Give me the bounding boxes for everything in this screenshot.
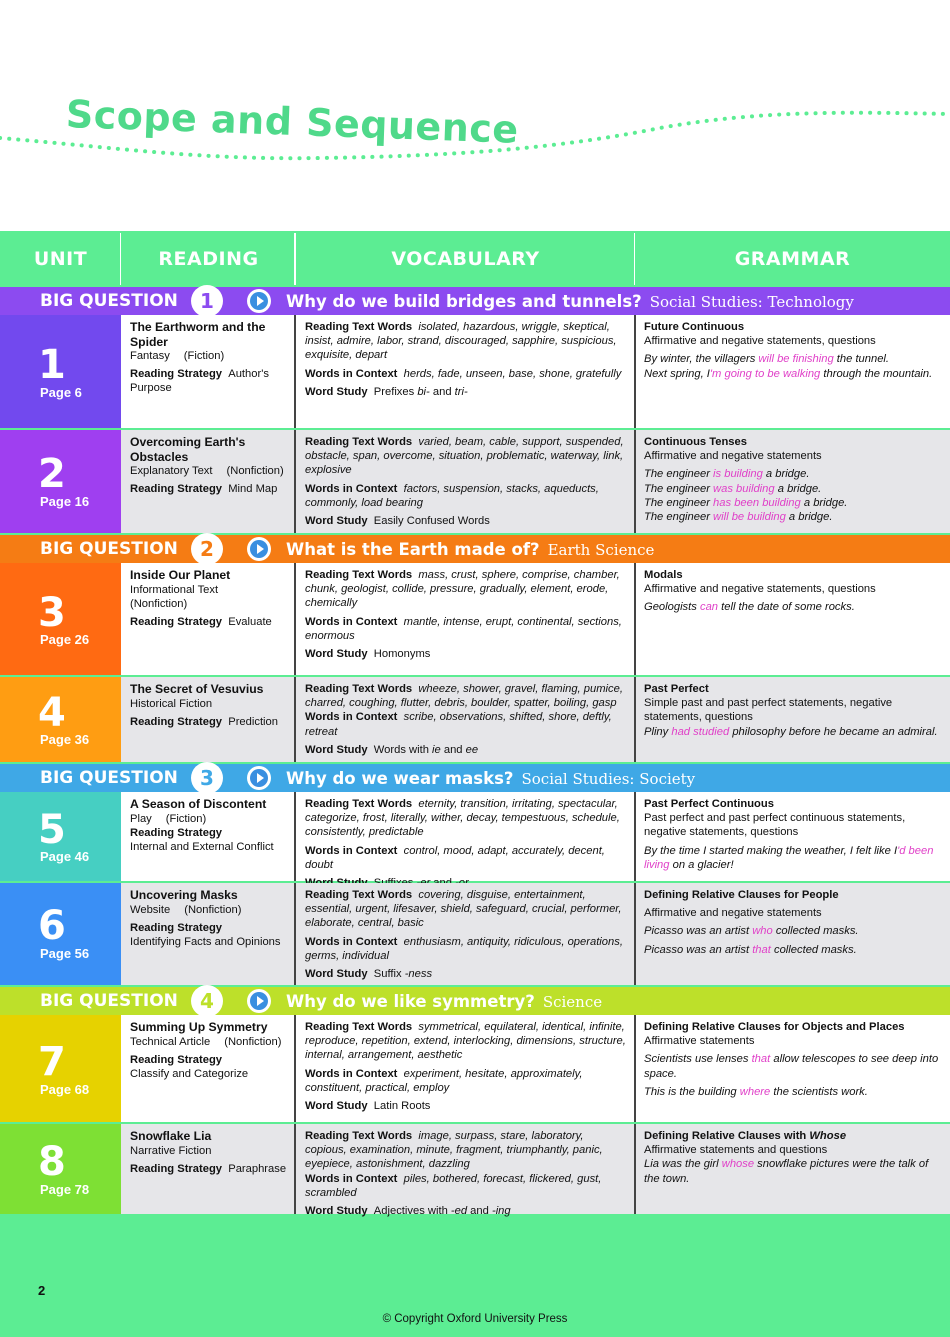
reading-strategy: Reading Strategy Paraphrase — [130, 1162, 287, 1175]
words-in-context: Words in Context piles, bothered, forecast, flickered, gust, scrambled — [305, 1172, 602, 1199]
reading-text-words: Reading Text Words image, surpass, stare, laboratory, copious, examination, minute, fragment, triumphantly, panic, eyepiece, astonishment, dazzling — [305, 1130, 603, 1171]
header-grammar: GRAMMAR — [635, 233, 950, 285]
reading-cell — [121, 563, 296, 675]
unit-number: 2 — [38, 451, 66, 497]
unit-cell — [0, 315, 121, 428]
words-in-context: Words in Context control, mood, adapt, accurately, decent, doubt — [305, 844, 605, 871]
play-icon[interactable] — [247, 989, 271, 1013]
reading-title: Uncovering Masks — [130, 888, 238, 902]
unit-page-link[interactable]: Page 6 — [40, 385, 82, 400]
unit-row-8 — [0, 1124, 950, 1218]
reading-text-words: Reading Text Words eternity, transition, irritating, spectacular, categorize, frost, literally, wither, decay, tempestuous, schedule, consistently, predictable — [305, 798, 620, 839]
reading-strategy: Reading Strategy Mind Map — [130, 483, 278, 496]
reading-title: Snowflake Lia — [130, 1129, 212, 1143]
words-in-context: Words in Context experiment, hesitate, approximately, constituent, practical, employ — [305, 1067, 583, 1094]
reading-type: Explanatory Text (Nonfiction) — [130, 465, 284, 477]
reading-strategy-label: Reading Strategy — [130, 826, 223, 839]
unit-page-link[interactable]: Page 56 — [40, 946, 90, 961]
reading-strategy: Identifying Facts and Opinions — [130, 935, 281, 948]
grammar-cell — [635, 430, 950, 533]
unit-cell — [0, 883, 121, 985]
unit-page-link[interactable]: Page 26 — [40, 632, 90, 647]
big-question-label: BIG QUESTION — [40, 539, 178, 559]
unit-row-4 — [0, 677, 950, 762]
big-question-subject: Social Studies: Technology — [649, 292, 854, 311]
unit-page-link[interactable]: Page 46 — [40, 849, 90, 864]
reading-strategy: Internal and External Conflict — [130, 840, 274, 853]
grammar-description: Affirmative statements and questions — [644, 1144, 828, 1157]
reading-title: A Season of Discontent — [130, 797, 267, 811]
reading-cell — [121, 1015, 296, 1122]
grammar-example: The engineer has been building a bridge. — [644, 496, 848, 509]
vocabulary-cell — [296, 677, 635, 762]
reading-cell — [121, 677, 296, 762]
grammar-cell — [635, 792, 950, 881]
big-question-text: Why do we build bridges and tunnels? Social Studies: Technology — [286, 291, 854, 311]
big-question-text: Why do we wear masks? Social Studies: Society — [286, 768, 696, 788]
reading-cell — [121, 792, 296, 881]
words-in-context: Words in Context scribe, observations, shifted, shore, deftly, retreat — [305, 711, 612, 738]
big-question-text: What is the Earth made of? Earth Science — [286, 539, 655, 559]
reading-cell — [121, 315, 296, 428]
unit-row-6 — [0, 883, 950, 985]
reading-strategy-label: Reading Strategy — [130, 921, 223, 934]
reading-title: Summing Up Symmetry — [130, 1020, 268, 1034]
reading-title: Overcoming Earth's Obstacles — [130, 435, 246, 464]
vocabulary-cell — [296, 1124, 635, 1218]
grammar-cell — [635, 315, 950, 428]
reading-cell — [121, 430, 296, 533]
grammar-example: Geologists can tell the date of some rocks. — [644, 601, 855, 614]
big-question-subject: Science — [542, 992, 603, 1011]
vocabulary-cell — [296, 563, 635, 675]
big-question-label: BIG QUESTION — [40, 768, 178, 788]
grammar-example: Lia was the girl whose snowflake pictures were the talk of the town. — [644, 1158, 929, 1185]
unit-row-7 — [0, 1015, 950, 1122]
play-icon[interactable] — [247, 537, 271, 561]
title-area — [0, 80, 950, 180]
unit-row-2 — [0, 430, 950, 533]
grammar-description: Past perfect and past perfect continuous statements, negative statements, questions — [644, 812, 906, 839]
reading-title: Inside Our Planet — [130, 568, 231, 582]
word-study: Word Study Adjectives with -ed and -ing — [305, 1205, 511, 1218]
big-question-band-4 — [0, 987, 950, 1015]
vocabulary-cell — [296, 792, 635, 881]
vocabulary-cell — [296, 315, 635, 428]
unit-cell — [0, 563, 121, 675]
grammar-example: By winter, the villagers will be finishing the tunnel. — [644, 353, 890, 366]
big-question-band-2 — [0, 535, 950, 563]
reading-text-words: Reading Text Words isolated, hazardous, wriggle, skeptical, insist, admire, labor, strand, discouraged, sapphire, suspicious, exquisite, depart — [305, 321, 617, 362]
reading-strategy: Reading Strategy Prediction — [130, 715, 278, 728]
grammar-description: Affirmative and negative statements, questions — [644, 335, 876, 348]
grammar-example: Scientists use lenses that allow telescopes to see deep into space. — [644, 1053, 939, 1080]
reading-type: Fantasy (Fiction) — [130, 350, 225, 362]
unit-cell — [0, 1124, 121, 1214]
unit-cell — [0, 1015, 121, 1122]
grammar-cell — [635, 883, 950, 985]
unit-cell — [0, 677, 121, 762]
big-question-label: BIG QUESTION — [40, 291, 178, 311]
big-question-label: BIG QUESTION — [40, 991, 178, 1011]
reading-type: Narrative Fiction — [130, 1144, 212, 1157]
play-icon[interactable] — [247, 289, 271, 313]
grammar-description: Simple past and past perfect statements, negative statements, questions — [644, 697, 893, 724]
big-question-number: 3 — [191, 762, 223, 794]
unit-page-link[interactable]: Page 78 — [40, 1182, 90, 1197]
words-in-context: Words in Context enthusiasm, antiquity, ridiculous, operations, germs, individual — [305, 935, 623, 962]
unit-row-3 — [0, 563, 950, 675]
words-in-context: Words in Context factors, suspension, stacks, aqueducts, commonly, load bearing — [305, 482, 599, 509]
reading-cell — [121, 883, 296, 985]
unit-page-link[interactable]: Page 36 — [40, 732, 90, 747]
reading-type: Informational Text(Nonfiction) — [130, 583, 219, 610]
grammar-title: Defining Relative Clauses for Objects and Places — [644, 1021, 905, 1033]
page-number: 2 — [38, 1283, 46, 1298]
reading-title: The Earthworm and the Spider — [130, 320, 266, 349]
grammar-example: Picasso was an artist who collected masks. — [644, 925, 859, 938]
reading-text-words: Reading Text Words mass, crust, sphere, comprise, chamber, chunk, geologist, collide, pressure, gradually, element, erode, chemically — [305, 569, 620, 610]
unit-page-link[interactable]: Page 16 — [40, 494, 90, 509]
header-vocabulary: VOCABULARY — [296, 233, 635, 285]
grammar-example: The engineer is building a bridge. — [644, 468, 810, 481]
reading-type: Website (Nonfiction) — [130, 903, 242, 916]
unit-number: 7 — [38, 1039, 66, 1085]
grammar-title: Modals — [644, 569, 683, 581]
unit-row-1 — [0, 315, 950, 428]
reading-text-words: Reading Text Words symmetrical, equilateral, identical, infinite, reproduce, repetition, extend, interlocking, dimensions, structure, internal, arrangement, aesthetic — [305, 1021, 626, 1062]
grammar-description: Affirmative statements — [644, 1035, 755, 1048]
grammar-example: The engineer was building a bridge. — [644, 482, 822, 495]
word-study: Word Study Prefixes bi- and tri- — [305, 385, 468, 398]
reading-type: Technical Article (Nonfiction) — [130, 1035, 282, 1048]
copyright-notice: © Copyright Oxford University Press — [382, 1313, 568, 1325]
grammar-example: Pliny had studied philosophy before he became an admiral. — [644, 725, 938, 738]
grammar-example: Next spring, I'm going to be walking through the mountain. — [644, 367, 933, 380]
header-reading: READING — [121, 233, 296, 285]
reading-title: The Secret of Vesuvius — [130, 682, 264, 696]
big-question-number: 1 — [191, 285, 223, 317]
grammar-description: Affirmative and negative statements, questions — [644, 583, 876, 596]
reading-cell — [121, 1124, 296, 1214]
vocabulary-cell — [296, 1015, 635, 1122]
grammar-example: By the time I started making the weather, I felt like I'd been living on a glacier! — [644, 844, 934, 871]
reading-text-words: Reading Text Words wheeze, shower, gravel, flaming, pumice, charred, coughing, flutter, debris, boulder, spatter, boiling, gasp — [305, 683, 623, 710]
word-study: Word Study Words with ie and ee — [305, 743, 479, 756]
vocabulary-cell — [296, 883, 635, 985]
vocabulary-cell — [296, 430, 635, 533]
reading-text-words: Reading Text Words varied, beam, cable, support, suspended, obstacle, span, overcome, situation, problematic, waterway, link, explosive — [305, 436, 624, 477]
unit-number: 5 — [38, 807, 66, 853]
reading-strategy: Reading Strategy Author's Purpose — [130, 368, 269, 395]
grammar-cell — [635, 1124, 950, 1214]
grammar-cell — [635, 563, 950, 675]
grammar-title: Defining Relative Clauses with Whose — [644, 1130, 847, 1142]
reading-type: Play (Fiction) — [130, 812, 207, 825]
big-question-subject: Social Studies: Society — [521, 769, 696, 788]
grammar-description: Affirmative and negative statements — [644, 450, 822, 463]
unit-row-5 — [0, 792, 950, 881]
grammar-title: Continuous Tenses — [644, 436, 747, 448]
grammar-title: Past Perfect — [644, 683, 709, 695]
unit-cell — [0, 792, 121, 881]
reading-strategy: Classify and Categorize — [130, 1067, 249, 1080]
big-question-number: 2 — [191, 533, 223, 565]
big-question-number: 4 — [191, 985, 223, 1017]
word-study: Word Study Homonyms — [305, 648, 431, 661]
unit-number: 1 — [38, 342, 66, 388]
reading-strategy-label: Reading Strategy — [130, 1053, 223, 1066]
page-title: Scope and Sequence — [65, 92, 520, 152]
reading-type: Historical Fiction — [130, 697, 213, 710]
word-study: Word Study Latin Roots — [305, 1100, 431, 1113]
big-question-band-1 — [0, 287, 950, 315]
grammar-title: Future Continuous — [644, 321, 745, 333]
word-study: Word Study Suffix -ness — [305, 968, 433, 981]
grammar-example: This is the building where the scientists work. — [644, 1085, 868, 1098]
grammar-title: Defining Relative Clauses for People — [644, 889, 839, 901]
grammar-description: Affirmative and negative statements — [644, 907, 822, 920]
grammar-example: Picasso was an artist that collected masks. — [644, 943, 857, 956]
unit-number: 6 — [38, 903, 66, 949]
reading-text-words: Reading Text Words covering, disguise, entertainment, essential, urgent, lifesaver, shield, safeguard, crucial, performer, elaborate, central, basic — [305, 889, 622, 930]
unit-number: 8 — [38, 1139, 66, 1185]
big-question-band-3 — [0, 764, 950, 792]
header-unit: UNIT — [0, 233, 121, 285]
word-study: Word Study Easily Confused Words — [305, 515, 490, 528]
words-in-context: Words in Context mantle, intense, erupt, continental, sections, enormous — [305, 615, 622, 642]
words-in-context: Words in Context herds, fade, unseen, base, shone, gratefully — [305, 367, 622, 380]
grammar-example: The engineer will be building a bridge. — [644, 511, 833, 524]
play-icon[interactable] — [247, 766, 271, 790]
big-question-subject: Earth Science — [547, 540, 655, 559]
unit-cell — [0, 430, 121, 533]
unit-page-link[interactable]: Page 68 — [40, 1082, 90, 1097]
grammar-cell — [635, 1015, 950, 1122]
unit-number: 3 — [38, 590, 66, 636]
unit-number: 4 — [38, 690, 66, 736]
big-question-text: Why do we like symmetry? Science — [286, 991, 603, 1011]
grammar-cell — [635, 677, 950, 762]
grammar-title: Past Perfect Continuous — [644, 798, 774, 810]
reading-strategy: Reading Strategy Evaluate — [130, 615, 272, 628]
